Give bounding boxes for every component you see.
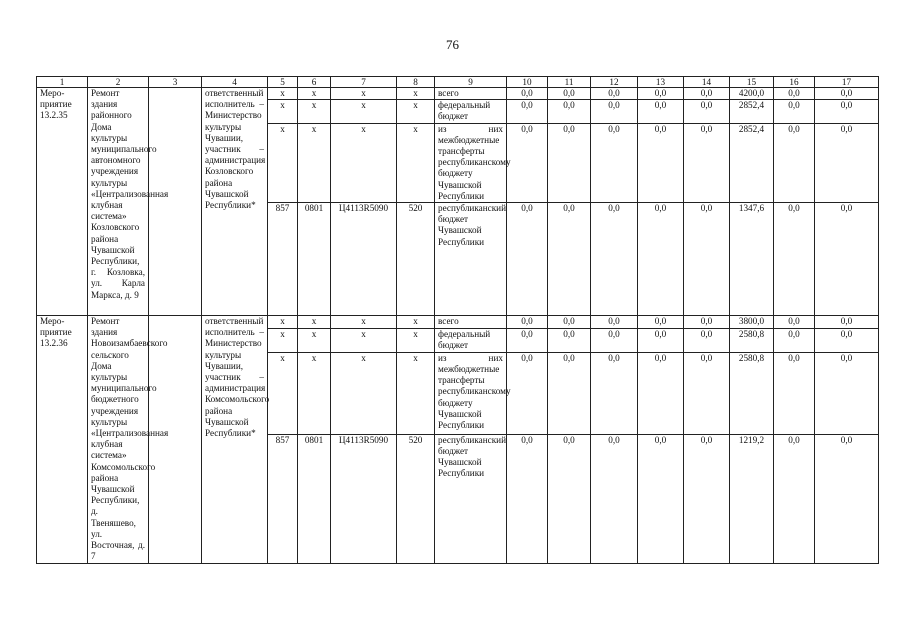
value-cell: 0,0 [548,123,591,202]
value-cell: 0,0 [507,88,548,100]
executor-cell: ответственный исполнитель – Министерство культуры Чувашии, участник – администрация Комсомольского района Чувашской Республики* [202,316,268,563]
value-cell: 0,0 [815,434,879,563]
value-cell: 0,0 [774,316,815,329]
value-cell: 0,0 [815,352,879,434]
value-cell: 0,0 [774,88,815,100]
value-cell: 0,0 [638,123,684,202]
funding-source: из них межбюджетные трансферты республиканскому бюджету Чувашской Республики [435,123,507,202]
value-cell: 0,0 [638,100,684,123]
value-cell: 2852,4 [730,123,774,202]
code-cell-c8: 520 [397,203,435,316]
measure-name: Ремонт здания Новоизамбаевского сельского Дома культуры муниципального бюджетного учреждения культуры «Централизованная клубная система» Комсомольского района Чувашской Республики, д. Твеняшево, ул. Восточная, д. 7 [88,316,149,563]
value-cell: 0,0 [815,328,879,352]
value-cell: 0,0 [591,352,638,434]
value-cell: 0,0 [548,316,591,329]
value-cell: 0,0 [507,123,548,202]
column-number: 16 [774,77,815,88]
funding-source: федеральный бюджет [435,100,507,123]
column-number: 5 [268,77,298,88]
value-cell: 1347,6 [730,203,774,316]
value-cell: 0,0 [684,434,730,563]
code-cell-c6: x [298,352,331,434]
code-cell-c7: x [331,316,397,329]
value-cell: 0,0 [507,100,548,123]
value-cell: 2852,4 [730,100,774,123]
code-cell-c8: x [397,328,435,352]
code-cell-c8: x [397,316,435,329]
code-cell-c7: x [331,100,397,123]
value-cell: 0,0 [684,328,730,352]
column-number: 10 [507,77,548,88]
code-cell-c5: 857 [268,434,298,563]
funding-source: из них межбюджетные трансферты республиканскому бюджету Чувашской Республики [435,352,507,434]
code-cell-c8: x [397,352,435,434]
funding-source: всего [435,88,507,100]
value-cell: 0,0 [774,434,815,563]
value-cell: 0,0 [815,88,879,100]
funding-source: республиканский бюджет Чувашской Республики [435,203,507,316]
value-cell: 0,0 [638,352,684,434]
code-cell-c8: x [397,100,435,123]
value-cell: 0,0 [591,123,638,202]
code-cell-c5: x [268,328,298,352]
value-cell: 0,0 [774,100,815,123]
code-cell-c7: Ц4113R5090 [331,434,397,563]
value-cell: 0,0 [591,434,638,563]
value-cell: 0,0 [591,316,638,329]
column-3-cell [149,316,202,563]
value-cell: 0,0 [591,100,638,123]
code-cell-c6: 0801 [298,203,331,316]
code-cell-c7: x [331,88,397,100]
value-cell: 0,0 [591,328,638,352]
table-row [37,88,879,100]
column-number: 17 [815,77,879,88]
funding-source: всего [435,316,507,329]
value-cell: 0,0 [507,352,548,434]
value-cell: 0,0 [507,316,548,329]
budget-table [36,76,879,564]
column-3-cell [149,88,202,316]
value-cell: 0,0 [774,352,815,434]
column-number: 12 [591,77,638,88]
code-cell-c6: x [298,123,331,202]
code-cell-c7: x [331,352,397,434]
value-cell: 0,0 [548,203,591,316]
value-cell: 4200,0 [730,88,774,100]
value-cell: 0,0 [815,203,879,316]
column-number: 3 [149,77,202,88]
code-cell-c7: x [331,328,397,352]
code-cell-c6: x [298,100,331,123]
value-cell: 0,0 [684,316,730,329]
value-cell: 0,0 [591,203,638,316]
code-cell-c6: x [298,316,331,329]
value-cell: 0,0 [684,88,730,100]
code-cell-c5: x [268,123,298,202]
code-cell-c5: x [268,100,298,123]
column-number: 15 [730,77,774,88]
code-cell-c7: x [331,123,397,202]
column-number: 9 [435,77,507,88]
value-cell: 0,0 [815,123,879,202]
value-cell: 0,0 [638,88,684,100]
value-cell: 0,0 [638,316,684,329]
column-number: 11 [548,77,591,88]
value-cell: 0,0 [507,434,548,563]
value-cell: 0,0 [684,123,730,202]
value-cell: 2580,8 [730,352,774,434]
column-number: 2 [88,77,149,88]
column-number: 1 [37,77,88,88]
value-cell: 0,0 [548,100,591,123]
value-cell: 0,0 [548,352,591,434]
value-cell: 0,0 [684,100,730,123]
value-cell: 0,0 [638,203,684,316]
value-cell: 0,0 [591,88,638,100]
value-cell: 0,0 [815,100,879,123]
executor-cell: ответственный исполнитель – Министерство культуры Чувашии, участник – администрация Козловского района Чувашской Республики* [202,88,268,316]
column-number: 13 [638,77,684,88]
column-number: 6 [298,77,331,88]
value-cell: 0,0 [548,88,591,100]
value-cell: 0,0 [507,328,548,352]
value-cell: 0,0 [774,328,815,352]
value-cell: 1219,2 [730,434,774,563]
value-cell: 0,0 [548,434,591,563]
code-cell-c5: 857 [268,203,298,316]
code-cell-c7: Ц4113R5090 [331,203,397,316]
code-cell-c5: x [268,352,298,434]
code-cell-c8: x [397,88,435,100]
value-cell: 3800,0 [730,316,774,329]
value-cell: 0,0 [638,328,684,352]
value-cell: 0,0 [638,434,684,563]
value-cell: 0,0 [684,352,730,434]
funding-source: федеральный бюджет [435,328,507,352]
column-number: 4 [202,77,268,88]
value-cell: 0,0 [815,316,879,329]
column-number: 8 [397,77,435,88]
code-cell-c8: x [397,123,435,202]
code-cell-c6: 0801 [298,434,331,563]
measure-id: Меро- приятие 13.2.35 [37,88,88,316]
value-cell: 0,0 [684,203,730,316]
code-cell-c5: x [268,88,298,100]
measure-name: Ремонт здания районного Дома культуры муниципального автономного учреждения культуры «Централизованная клубная система» Козловского района Чувашской Республики, г. Козловка, ул. Карла Маркса, д. 9 [88,88,149,316]
column-number: 7 [331,77,397,88]
code-cell-c5: x [268,316,298,329]
value-cell: 0,0 [774,123,815,202]
funding-source: республиканский бюджет Чувашской Республики [435,434,507,563]
column-number-row [37,77,879,88]
measure-id: Меро- приятие 13.2.36 [37,316,88,563]
page-number: 76 [446,37,459,52]
code-cell-c8: 520 [397,434,435,563]
value-cell: 0,0 [507,203,548,316]
table-row [37,316,879,329]
column-number: 14 [684,77,730,88]
value-cell: 0,0 [774,203,815,316]
code-cell-c6: x [298,328,331,352]
code-cell-c6: x [298,88,331,100]
value-cell: 2580,8 [730,328,774,352]
value-cell: 0,0 [548,328,591,352]
